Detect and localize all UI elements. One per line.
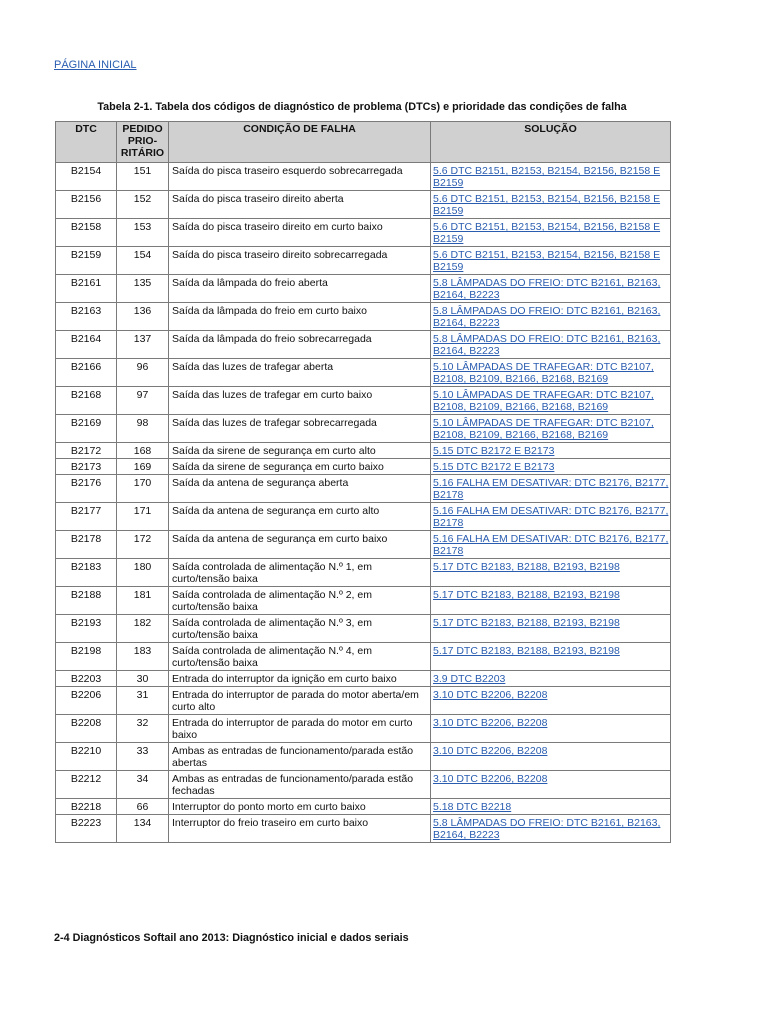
- solution-link[interactable]: 3.10 DTC B2206, B2208: [433, 773, 548, 785]
- solution-link[interactable]: 5.15 DTC B2172 E B2173: [433, 461, 555, 473]
- cell-condition: Saída da lâmpada do freio em curto baixo: [169, 303, 431, 331]
- cell-solution: [431, 219, 671, 247]
- table-row: [56, 331, 671, 359]
- solution-link[interactable]: 5.17 DTC B2183, B2188, B2193, B2198: [433, 645, 620, 657]
- table-row: [56, 275, 671, 303]
- cell-priority: 137: [117, 331, 169, 359]
- table-header-row: [56, 122, 671, 163]
- home-link[interactable]: PÁGINA INICIAL: [54, 59, 137, 71]
- cell-priority: 134: [117, 815, 169, 843]
- solution-link[interactable]: 3.10 DTC B2206, B2208: [433, 745, 548, 757]
- col-header-priority-line-3: RITÁRIO: [120, 147, 165, 159]
- cell-priority: 96: [117, 359, 169, 387]
- cell-dtc: B2178: [56, 531, 117, 559]
- table-caption: Tabela 2-1. Tabela dos códigos de diagnóstico de problema (DTCs) e prioridade das condições de falha: [97, 101, 627, 113]
- table-row: [56, 643, 671, 671]
- dtc-table-body: [56, 163, 671, 843]
- table-row: [56, 359, 671, 387]
- table-row: [56, 715, 671, 743]
- table-row: [56, 587, 671, 615]
- solution-link[interactable]: 3.9 DTC B2203: [433, 673, 506, 685]
- cell-condition: Saída da antena de segurança em curto alto: [169, 503, 431, 531]
- cell-dtc: B2159: [56, 247, 117, 275]
- cell-solution: [431, 799, 671, 815]
- cell-solution: [431, 475, 671, 503]
- table-row: [56, 671, 671, 687]
- solution-link[interactable]: 5.16 FALHA EM DESATIVAR: DTC B2176, B2177, B2178: [433, 477, 669, 501]
- cell-priority: 34: [117, 771, 169, 799]
- cell-solution: [431, 275, 671, 303]
- cell-solution: [431, 587, 671, 615]
- cell-dtc: B2208: [56, 715, 117, 743]
- table-row: [56, 191, 671, 219]
- cell-dtc: B2176: [56, 475, 117, 503]
- cell-condition: Ambas as entradas de funcionamento/parada estão abertas: [169, 743, 431, 771]
- solution-link[interactable]: 5.6 DTC B2151, B2153, B2154, B2156, B2158 E B2159: [433, 193, 661, 217]
- col-header-dtc: DTC: [56, 122, 117, 163]
- cell-dtc: B2169: [56, 415, 117, 443]
- cell-condition: Entrada do interruptor de parada do motor aberta/em curto alto: [169, 687, 431, 715]
- cell-solution: [431, 615, 671, 643]
- cell-dtc: B2172: [56, 443, 117, 459]
- cell-solution: [431, 559, 671, 587]
- cell-dtc: B2193: [56, 615, 117, 643]
- solution-link[interactable]: 5.6 DTC B2151, B2153, B2154, B2156, B2158 E B2159: [433, 221, 661, 245]
- solution-link[interactable]: 5.15 DTC B2172 E B2173: [433, 445, 555, 457]
- solution-link[interactable]: 5.17 DTC B2183, B2188, B2193, B2198: [433, 617, 620, 629]
- cell-priority: 151: [117, 163, 169, 191]
- cell-solution: [431, 415, 671, 443]
- table-row: [56, 387, 671, 415]
- cell-condition: Saída do pisca traseiro direito aberta: [169, 191, 431, 219]
- cell-priority: 183: [117, 643, 169, 671]
- solution-link[interactable]: 5.8 LÂMPADAS DO FREIO: DTC B2161, B2163, B2164, B2223: [433, 305, 661, 329]
- table-row: [56, 459, 671, 475]
- cell-solution: [431, 715, 671, 743]
- cell-solution: [431, 359, 671, 387]
- table-row: [56, 415, 671, 443]
- solution-link[interactable]: 3.10 DTC B2206, B2208: [433, 689, 548, 701]
- table-row: [56, 443, 671, 459]
- cell-priority: 154: [117, 247, 169, 275]
- cell-dtc: B2154: [56, 163, 117, 191]
- cell-dtc: B2177: [56, 503, 117, 531]
- solution-link[interactable]: 5.16 FALHA EM DESATIVAR: DTC B2176, B2177, B2178: [433, 505, 669, 529]
- col-header-solution: SOLUÇÃO: [431, 122, 671, 163]
- cell-condition: Saída controlada de alimentação N.º 2, em curto/tensão baixa: [169, 587, 431, 615]
- cell-priority: 33: [117, 743, 169, 771]
- solution-link[interactable]: 5.17 DTC B2183, B2188, B2193, B2198: [433, 589, 620, 601]
- cell-priority: 135: [117, 275, 169, 303]
- cell-solution: [431, 303, 671, 331]
- cell-condition: Interruptor do freio traseiro em curto baixo: [169, 815, 431, 843]
- cell-dtc: B2161: [56, 275, 117, 303]
- table-row: [56, 559, 671, 587]
- solution-link[interactable]: 5.17 DTC B2183, B2188, B2193, B2198: [433, 561, 620, 573]
- cell-condition: Saída das luzes de trafegar aberta: [169, 359, 431, 387]
- cell-dtc: B2163: [56, 303, 117, 331]
- cell-condition: Saída das luzes de trafegar em curto baixo: [169, 387, 431, 415]
- col-header-priority-line-2: PRIO-: [127, 135, 158, 147]
- solution-link[interactable]: 3.10 DTC B2206, B2208: [433, 717, 548, 729]
- cell-dtc: B2156: [56, 191, 117, 219]
- solution-link[interactable]: 5.18 DTC B2218: [433, 801, 512, 813]
- cell-solution: [431, 503, 671, 531]
- cell-condition: Saída do pisca traseiro direito em curto baixo: [169, 219, 431, 247]
- cell-solution: [431, 331, 671, 359]
- cell-dtc: B2173: [56, 459, 117, 475]
- cell-condition: Interruptor do ponto morto em curto baixo: [169, 799, 431, 815]
- cell-condition: Saída da sirene de segurança em curto alto: [169, 443, 431, 459]
- solution-link[interactable]: 5.10 LÂMPADAS DE TRAFEGAR: DTC B2107, B2108, B2109, B2166, B2168, B2169: [433, 361, 654, 385]
- page-footer: 2-4 Diagnósticos Softail ano 2013: Diagnóstico inicial e dados seriais: [54, 932, 409, 944]
- cell-solution: [431, 671, 671, 687]
- cell-priority: 152: [117, 191, 169, 219]
- cell-priority: 31: [117, 687, 169, 715]
- cell-dtc: B2206: [56, 687, 117, 715]
- table-row: [56, 799, 671, 815]
- col-header-priority: [117, 122, 169, 163]
- cell-priority: 169: [117, 459, 169, 475]
- cell-dtc: B2164: [56, 331, 117, 359]
- cell-solution: [431, 743, 671, 771]
- table-row: [56, 615, 671, 643]
- table-row: [56, 771, 671, 799]
- cell-solution: [431, 247, 671, 275]
- table-row: [56, 503, 671, 531]
- cell-solution: [431, 815, 671, 843]
- table-row: [56, 743, 671, 771]
- col-header-priority-line-1: PEDIDO: [122, 123, 163, 135]
- solution-link[interactable]: 5.6 DTC B2151, B2153, B2154, B2156, B2158 E B2159: [433, 165, 661, 189]
- cell-dtc: B2158: [56, 219, 117, 247]
- cell-priority: 153: [117, 219, 169, 247]
- cell-dtc: B2210: [56, 743, 117, 771]
- cell-condition: Saída das luzes de trafegar sobrecarregada: [169, 415, 431, 443]
- cell-dtc: B2168: [56, 387, 117, 415]
- cell-solution: [431, 771, 671, 799]
- table-row: [56, 815, 671, 843]
- cell-priority: 171: [117, 503, 169, 531]
- table-row: [56, 687, 671, 715]
- cell-solution: [431, 687, 671, 715]
- cell-priority: 30: [117, 671, 169, 687]
- cell-priority: 180: [117, 559, 169, 587]
- solution-link[interactable]: 5.10 LÂMPADAS DE TRAFEGAR: DTC B2107, B2108, B2109, B2166, B2168, B2169: [433, 389, 654, 413]
- cell-condition: Saída da lâmpada do freio sobrecarregada: [169, 331, 431, 359]
- cell-condition: Saída da lâmpada do freio aberta: [169, 275, 431, 303]
- cell-dtc: B2212: [56, 771, 117, 799]
- cell-priority: 170: [117, 475, 169, 503]
- cell-solution: [431, 459, 671, 475]
- cell-condition: Saída da sirene de segurança em curto baixo: [169, 459, 431, 475]
- solution-link[interactable]: 5.16 FALHA EM DESATIVAR: DTC B2176, B2177, B2178: [433, 533, 669, 557]
- cell-priority: 168: [117, 443, 169, 459]
- table-row: [56, 303, 671, 331]
- cell-solution: [431, 531, 671, 559]
- cell-solution: [431, 443, 671, 459]
- solution-link[interactable]: 5.6 DTC B2151, B2153, B2154, B2156, B2158 E B2159: [433, 249, 661, 273]
- table-row: [56, 247, 671, 275]
- cell-condition: Entrada do interruptor da ignição em curto baixo: [169, 671, 431, 687]
- cell-condition: Entrada do interruptor de parada do motor em curto baixo: [169, 715, 431, 743]
- cell-dtc: B2183: [56, 559, 117, 587]
- cell-priority: 97: [117, 387, 169, 415]
- dtc-table: [55, 121, 671, 843]
- cell-condition: Saída da antena de segurança em curto baixo: [169, 531, 431, 559]
- solution-link[interactable]: 5.8 LÂMPADAS DO FREIO: DTC B2161, B2163, B2164, B2223: [433, 277, 661, 301]
- table-row: [56, 475, 671, 503]
- cell-dtc: B2223: [56, 815, 117, 843]
- cell-solution: [431, 191, 671, 219]
- cell-condition: Saída do pisca traseiro esquerdo sobrecarregada: [169, 163, 431, 191]
- cell-condition: Ambas as entradas de funcionamento/parada estão fechadas: [169, 771, 431, 799]
- cell-priority: 66: [117, 799, 169, 815]
- table-row: [56, 531, 671, 559]
- cell-dtc: B2218: [56, 799, 117, 815]
- cell-dtc: B2203: [56, 671, 117, 687]
- cell-solution: [431, 163, 671, 191]
- cell-condition: Saída controlada de alimentação N.º 1, em curto/tensão baixa: [169, 559, 431, 587]
- cell-solution: [431, 387, 671, 415]
- solution-link[interactable]: 5.10 LÂMPADAS DE TRAFEGAR: DTC B2107, B2108, B2109, B2166, B2168, B2169: [433, 417, 654, 441]
- col-header-condition: CONDIÇÃO DE FALHA: [169, 122, 431, 163]
- cell-condition: Saída controlada de alimentação N.º 4, em curto/tensão baixa: [169, 643, 431, 671]
- cell-priority: 98: [117, 415, 169, 443]
- cell-dtc: B2166: [56, 359, 117, 387]
- cell-priority: 172: [117, 531, 169, 559]
- cell-condition: Saída controlada de alimentação N.º 3, em curto/tensão baixa: [169, 615, 431, 643]
- cell-solution: [431, 643, 671, 671]
- solution-link[interactable]: 5.8 LÂMPADAS DO FREIO: DTC B2161, B2163, B2164, B2223: [433, 333, 661, 357]
- cell-dtc: B2188: [56, 587, 117, 615]
- cell-dtc: B2198: [56, 643, 117, 671]
- table-row: [56, 219, 671, 247]
- cell-priority: 182: [117, 615, 169, 643]
- cell-condition: Saída da antena de segurança aberta: [169, 475, 431, 503]
- table-row: [56, 163, 671, 191]
- cell-priority: 32: [117, 715, 169, 743]
- solution-link[interactable]: 5.8 LÂMPADAS DO FREIO: DTC B2161, B2163, B2164, B2223: [433, 817, 661, 841]
- cell-priority: 136: [117, 303, 169, 331]
- cell-condition: Saída do pisca traseiro direito sobrecarregada: [169, 247, 431, 275]
- cell-priority: 181: [117, 587, 169, 615]
